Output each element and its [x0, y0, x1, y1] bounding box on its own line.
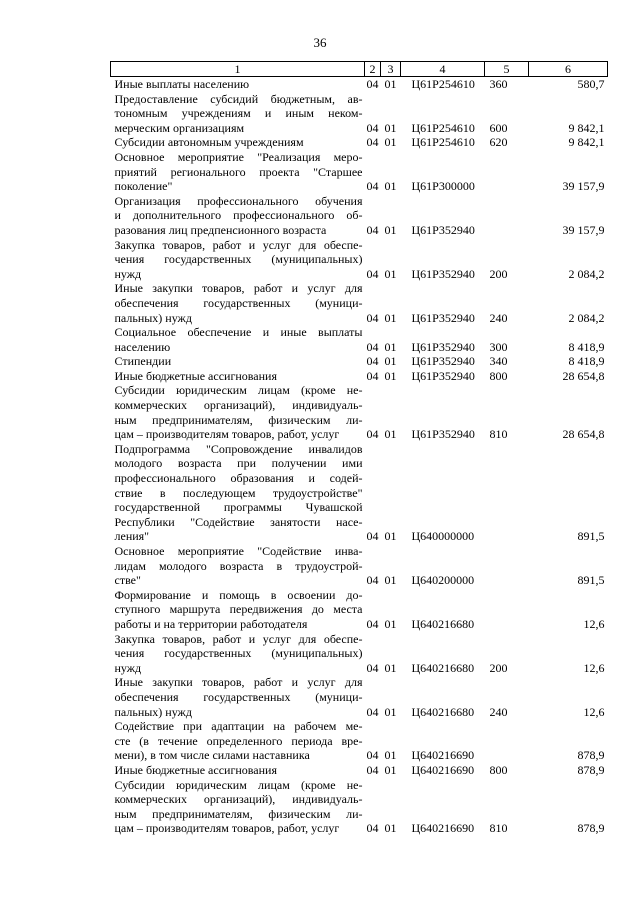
row-name — [111, 281, 365, 325]
subsection-code: 01 — [384, 310, 397, 325]
row-name-line: коммерческих организаций), индивидуаль- — [114, 398, 363, 413]
row-name-line: Предоставление субсидий бюджетным, ав- — [114, 91, 363, 106]
row-name — [111, 238, 365, 282]
target-article: Ц61Р254610 — [411, 120, 475, 135]
row-name-line: мени), в том числе силами наставника — [114, 748, 310, 763]
row-name-line: цам – производителям товаров, работ, услуг — [114, 821, 340, 836]
header-col-6: 6 — [529, 62, 608, 77]
row-name-line: приятий регионального проекта "Старшее — [114, 164, 363, 179]
section-code: 04 — [366, 660, 379, 675]
amount: 12,6 — [583, 660, 605, 675]
amount: 580,7 — [577, 77, 605, 91]
subsection-code: 01 — [384, 120, 397, 135]
target-article: Ц61Р352940 — [411, 339, 475, 354]
expense-type: 200 — [489, 266, 508, 281]
row-name — [111, 544, 365, 588]
row-name-line: Иные закупки товаров, работ и услуг для — [114, 281, 363, 296]
subsection-code: 01 — [384, 704, 397, 719]
amount: 878,9 — [577, 748, 605, 763]
section-code: 04 — [366, 529, 379, 544]
expense-type: 800 — [489, 368, 508, 383]
target-article: Ц61Р352940 — [411, 427, 475, 442]
row-name-line: ным предпринимателям, физическим ли- — [114, 412, 363, 427]
expense-type — [485, 588, 529, 632]
amount: 9 842,1 — [568, 135, 605, 150]
amount: 39 157,9 — [562, 179, 605, 194]
expense-type — [485, 719, 529, 763]
expense-type: 810 — [489, 821, 508, 836]
row-name — [111, 778, 365, 836]
expense-type: 340 — [489, 354, 508, 369]
subsection-code: 01 — [384, 266, 397, 281]
expense-type: 240 — [489, 704, 508, 719]
section-code: 04 — [366, 704, 379, 719]
row-name-line: Субсидии юридическим лицам (кроме не- — [114, 383, 363, 398]
row-name-line: поколение" — [114, 179, 173, 194]
target-article: Ц640216690 — [411, 821, 475, 836]
amount: 8 418,9 — [568, 339, 605, 354]
subsection-code: 01 — [384, 427, 397, 442]
row-name-line: Иные выплаты населению — [114, 77, 250, 91]
expense-type: 600 — [489, 120, 508, 135]
table-row — [111, 632, 608, 676]
row-name — [111, 92, 365, 136]
table-row — [111, 135, 608, 150]
row-name-line: стве" — [114, 573, 141, 588]
target-article: Ц61Р352940 — [411, 368, 475, 383]
section-code: 04 — [366, 368, 379, 383]
target-article: Ц61Р352940 — [411, 354, 475, 369]
table-row — [111, 194, 608, 238]
row-name-line: и дополнительного профессионального об- — [114, 208, 363, 223]
row-name — [111, 325, 365, 354]
subsection-code: 01 — [384, 368, 397, 383]
table-row — [111, 778, 608, 836]
expense-type — [485, 194, 529, 238]
row-name-line: работы и на территории работодателя — [114, 616, 308, 631]
amount: 12,6 — [583, 616, 605, 631]
row-name-line: чения государственных (муниципальных) — [114, 252, 363, 267]
table-row — [111, 763, 608, 778]
table-row — [111, 369, 608, 384]
row-name-line: Подпрограмма "Сопровождение инвалидов — [114, 441, 363, 456]
section-code: 04 — [366, 427, 379, 442]
table-row — [111, 325, 608, 354]
section-code: 04 — [366, 120, 379, 135]
amount: 28 654,8 — [562, 427, 605, 442]
subsection-code: 01 — [384, 77, 397, 91]
row-name-line: лидам молодого возраста в трудоустрой- — [114, 558, 363, 573]
subsection-code: 01 — [384, 821, 397, 836]
expense-type — [485, 544, 529, 588]
row-name-line: цам – производителям товаров, работ, услуг — [114, 427, 340, 442]
target-article: Ц61Р352940 — [411, 222, 475, 237]
row-name-line: разования лиц предпенсионного возраста — [114, 222, 327, 237]
page-number: 36 — [313, 35, 327, 50]
section-code: 04 — [366, 821, 379, 836]
target-article: Ц640216680 — [411, 616, 475, 631]
subsection-code: 01 — [384, 762, 397, 777]
row-name-line: Основное мероприятие "Содействие инва- — [114, 544, 363, 558]
table-row — [111, 150, 608, 194]
row-name-line: Республики "Содействие занятости насе- — [114, 514, 363, 529]
table-row — [111, 383, 608, 441]
amount: 878,9 — [577, 762, 605, 777]
row-name-line: ствие в последующем трудоустройстве" — [114, 485, 363, 500]
row-name-line: коммерческих организаций), индивидуаль- — [114, 792, 363, 807]
subsection-code: 01 — [384, 339, 397, 354]
amount: 28 654,8 — [562, 368, 605, 383]
row-name-line: Субсидии юридическим лицам (кроме не- — [114, 777, 363, 792]
table-row — [111, 544, 608, 588]
header-row — [111, 62, 608, 77]
subsection-code: 01 — [384, 135, 397, 150]
row-name-line: тономным учреждениям и иным неком- — [114, 106, 363, 121]
row-name-line: Субсидии автономным учреждениям — [114, 135, 304, 150]
row-name-line: нужд — [114, 266, 142, 281]
section-code: 04 — [366, 310, 379, 325]
row-name-line: пальных) нужд — [114, 310, 192, 325]
amount: 891,5 — [577, 529, 605, 544]
row-name — [111, 675, 365, 719]
section-code: 04 — [366, 135, 379, 150]
row-name — [111, 588, 365, 632]
section-code: 04 — [366, 222, 379, 237]
row-name-line: сте (в течение определенного периода вре- — [114, 733, 363, 748]
expense-type: 620 — [489, 135, 508, 150]
target-article: Ц640216680 — [411, 704, 475, 719]
table-row — [111, 675, 608, 719]
row-name-line: Содействие при адаптации на рабочем ме- — [114, 719, 363, 734]
row-name-line: Закупка товаров, работ и услуг для обеспе- — [114, 237, 363, 252]
row-name — [111, 369, 365, 384]
row-name — [111, 150, 365, 194]
section-code: 04 — [366, 266, 379, 281]
target-article: Ц61Р352940 — [411, 310, 475, 325]
row-name-line: обеспечения государственных (муници- — [114, 689, 363, 704]
header-col-2: 2 — [365, 62, 381, 77]
subsection-code: 01 — [384, 529, 397, 544]
table-row — [111, 719, 608, 763]
row-name — [111, 194, 365, 238]
row-name — [111, 763, 365, 778]
amount: 39 157,9 — [562, 222, 605, 237]
subsection-code: 01 — [384, 179, 397, 194]
subsection-code: 01 — [384, 354, 397, 369]
section-code: 04 — [366, 616, 379, 631]
row-name — [111, 77, 365, 92]
row-name-line: Стипендии — [114, 354, 172, 369]
row-name — [111, 383, 365, 441]
target-article: Ц61Р254610 — [411, 77, 475, 91]
row-name — [111, 135, 365, 150]
expense-type: 200 — [489, 660, 508, 675]
section-code: 04 — [366, 762, 379, 777]
row-name-line: государственной программы Чувашской — [114, 500, 363, 515]
row-name-line: Основное мероприятие "Реализация меро- — [114, 149, 363, 164]
expense-type — [485, 442, 529, 544]
row-name-line: населению — [114, 339, 171, 354]
row-name-line: Организация профессионального обучения — [114, 193, 363, 208]
amount: 2 084,2 — [568, 310, 605, 325]
target-article: Ц61Р254610 — [411, 135, 475, 150]
expense-type: 810 — [489, 427, 508, 442]
section-code: 04 — [366, 179, 379, 194]
row-name-line: Иные бюджетные ассигнования — [114, 368, 277, 383]
expense-type: 800 — [489, 762, 508, 777]
row-name — [111, 719, 365, 763]
row-name — [111, 632, 365, 676]
table-row — [111, 238, 608, 282]
amount: 12,6 — [583, 704, 605, 719]
row-name-line: чения государственных (муниципальных) — [114, 646, 363, 661]
target-article: Ц640216690 — [411, 762, 475, 777]
target-article: Ц640000000 — [411, 529, 475, 544]
row-name-line: обеспечения государственных (муници- — [114, 295, 363, 310]
amount: 8 418,9 — [568, 354, 605, 369]
row-name-line: мерческим организациям — [114, 120, 245, 135]
row-name-line: профессионального образования и содей- — [114, 471, 363, 486]
row-name-line: нужд — [114, 660, 142, 675]
table-row — [111, 442, 608, 544]
row-name-line: пальных) нужд — [114, 704, 192, 719]
row-name-line: ным предпринимателям, физическим ли- — [114, 806, 363, 821]
table-row — [111, 354, 608, 369]
subsection-code: 01 — [384, 748, 397, 763]
row-name-line: Социальное обеспечение и иные выплаты — [114, 325, 363, 340]
header-col-4: 4 — [401, 62, 485, 77]
subsection-code: 01 — [384, 616, 397, 631]
row-name-line: Иные закупки товаров, работ и услуг для — [114, 675, 363, 690]
table-row — [111, 588, 608, 632]
row-name-line: ления" — [114, 529, 150, 544]
row-name-line: Формирование и помощь в освоении до- — [114, 587, 363, 602]
expense-type: 240 — [489, 310, 508, 325]
subsection-code: 01 — [384, 222, 397, 237]
row-name-line: ступного маршрута передвижения до места — [114, 602, 363, 617]
subsection-code: 01 — [384, 660, 397, 675]
header-col-3: 3 — [381, 62, 401, 77]
target-article: Ц640216680 — [411, 660, 475, 675]
row-name — [111, 442, 365, 544]
amount: 878,9 — [577, 821, 605, 836]
section-code: 04 — [366, 573, 379, 588]
header-col-5: 5 — [485, 62, 529, 77]
table-body — [111, 77, 608, 836]
table-row — [111, 77, 608, 92]
section-code: 04 — [366, 748, 379, 763]
expense-type: 360 — [489, 77, 508, 91]
header-col-1: 1 — [111, 62, 365, 77]
amount: 2 084,2 — [568, 266, 605, 281]
amount: 9 842,1 — [568, 120, 605, 135]
budget-table — [110, 61, 608, 836]
section-code: 04 — [366, 339, 379, 354]
target-article: Ц640216690 — [411, 748, 475, 763]
table-row — [111, 281, 608, 325]
table-row — [111, 92, 608, 136]
target-article: Ц61Р300000 — [411, 179, 475, 194]
target-article: Ц61Р352940 — [411, 266, 475, 281]
row-name-line: молодого возраста при получении ими — [114, 456, 363, 471]
expense-type: 300 — [489, 339, 508, 354]
row-name-line: Иные бюджетные ассигнования — [114, 762, 277, 777]
expense-type — [485, 150, 529, 194]
amount: 891,5 — [577, 573, 605, 588]
section-code: 04 — [366, 354, 379, 369]
row-name-line: Закупка товаров, работ и услуг для обеспе- — [114, 631, 363, 646]
target-article: Ц640200000 — [411, 573, 475, 588]
subsection-code: 01 — [384, 573, 397, 588]
row-name — [111, 354, 365, 369]
section-code: 04 — [366, 77, 379, 91]
